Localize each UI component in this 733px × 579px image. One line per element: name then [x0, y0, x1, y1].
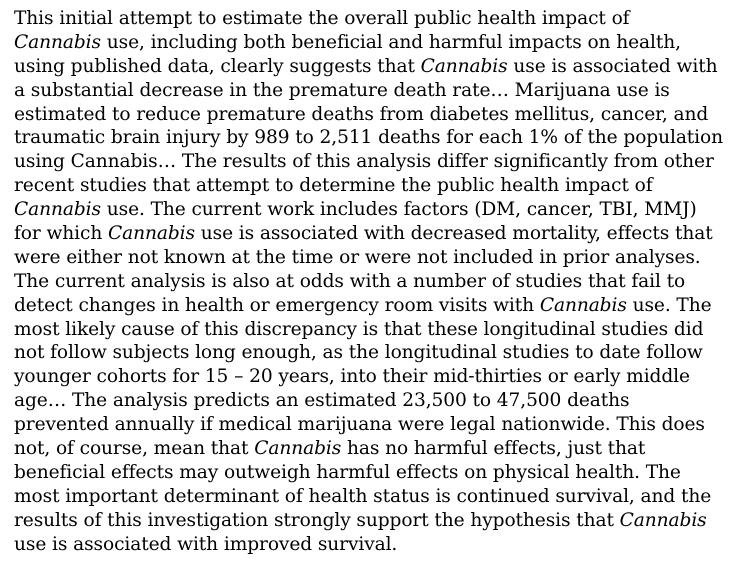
text-line: a substantial decrease in the premature death rate… Marijuana use is — [14, 79, 670, 101]
text-line: results of this investigation strongly support the hypothesis that Cannabis — [14, 509, 707, 531]
italic-term: Cannabis — [14, 199, 101, 221]
text-line: using Cannabis… The results of this analysis differ significantly from other — [14, 151, 714, 173]
text-line: younger cohorts for 15 – 20 years, into their mid-thirties or early middle — [14, 366, 690, 388]
text-line: use is associated with improved survival. — [14, 533, 398, 555]
text-line: not follow subjects long enough, as the longitudinal studies to date follow — [14, 342, 703, 364]
italic-term: Cannabis — [254, 438, 342, 460]
text-line: This initial attempt to estimate the overall public health impact of — [14, 8, 630, 29]
text-line: for which Cannabis use is associated with decreased mortality, effects that — [14, 223, 713, 245]
text-line: using published data, clearly suggests that Cannabis use is associated with — [14, 55, 718, 77]
text-line: traumatic brain injury by 989 to 2,511 deaths for each 1% of the population — [14, 127, 723, 149]
text-line: detect changes in health or emergency room visits with Cannabis use. The — [14, 294, 712, 316]
italic-term: Cannabis — [420, 55, 508, 77]
text-line: Cannabis use. The current work includes factors (DM, cancer, TBI, MMJ) — [14, 199, 697, 221]
italic-term: Cannabis — [14, 31, 101, 53]
italic-term: Cannabis — [539, 294, 627, 316]
text-line: recent studies that attempt to determine the public health impact of — [14, 175, 653, 197]
quote-paragraph — [14, 7, 730, 556]
text-line: Cannabis use, including both beneficial and harmful impacts on health, — [14, 31, 681, 53]
text-line: not, of course, mean that Cannabis has no harmful effects, just that — [14, 438, 646, 460]
text-line: age… The analysis predicts an estimated 23,500 to 47,500 deaths — [14, 390, 630, 412]
text-line: most likely cause of this discrepancy is that these longitudinal studies did — [14, 318, 704, 340]
text-line: were either not known at the time or were not included in prior analyses. — [14, 246, 701, 268]
text-line: The current analysis is also at odds with a number of studies that fail to — [14, 270, 686, 292]
italic-term: Cannabis — [619, 509, 707, 531]
text-line: prevented annually if medical marijuana were legal nationwide. This does — [14, 414, 705, 436]
text-line: estimated to reduce premature deaths from diabetes mellitus, cancer, and — [14, 103, 709, 125]
text-line: beneficial effects may outweigh harmful effects on physical health. The — [14, 461, 681, 483]
italic-term: Cannabis — [108, 223, 195, 245]
text-line: most important determinant of health status is continued survival, and the — [14, 485, 712, 507]
